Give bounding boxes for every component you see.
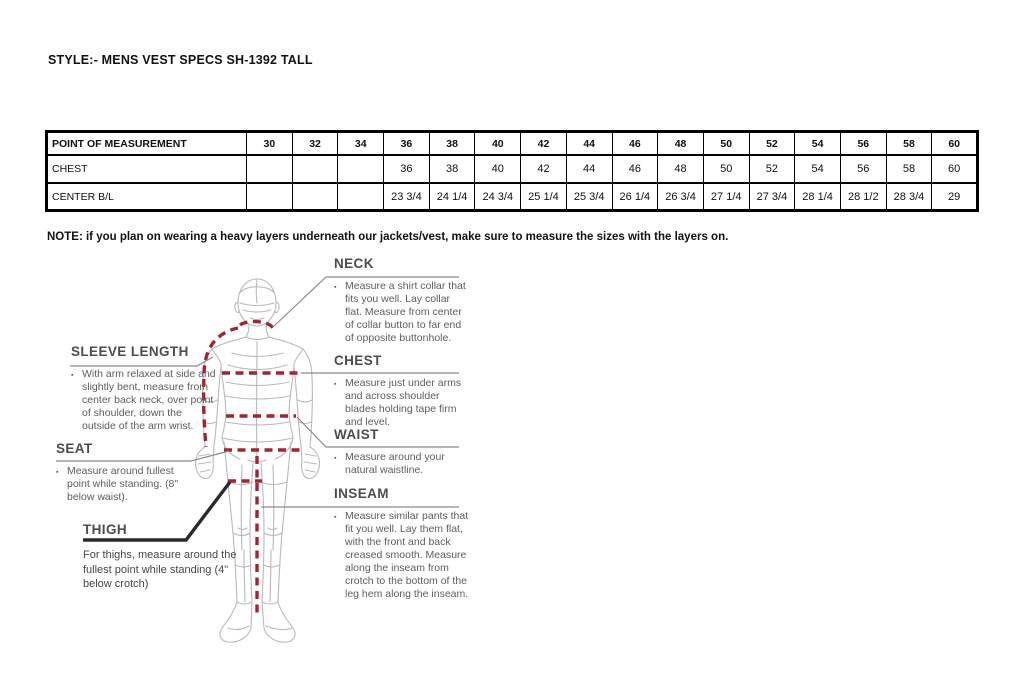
cell-center-bl: 26 1/4 (612, 183, 658, 211)
label-thigh-text: For thighs, measure around the fullest point while standing (4" below crotch) (83, 549, 237, 590)
label-seat-text: ▪ Measure around fullest point while standing. (8" below waist). (56, 465, 196, 504)
cell-chest (338, 155, 384, 183)
cell-center-bl: 27 3/4 (749, 183, 795, 211)
cell-center-bl: 29 (932, 183, 978, 211)
cell-chest: 44 (566, 155, 612, 183)
measurement-diagram (0, 250, 560, 684)
label-thigh-title: THIGH (83, 522, 127, 537)
cell-center-bl: 24 1/4 (429, 183, 475, 211)
cell-chest: 54 (795, 155, 841, 183)
label-chest (334, 353, 468, 429)
label-inseam-text: ▪ Measure similar pants that fit you well. Lay them flat, with the front and back creased smooth. Measure along the inseam from crotch to the bottom of the leg hem along the inseam. (334, 510, 472, 601)
cell-chest: 56 (840, 155, 886, 183)
cell-chest: 58 (886, 155, 932, 183)
label-neck-text: ▪ Measure a shirt collar that fits you well. Lay collar flat. Measure from center of collar button to far end of opposite buttonhole. (334, 280, 468, 345)
label-seat (56, 441, 196, 504)
label-neck-title: NECK (334, 256, 374, 271)
header-size: 38 (429, 132, 475, 156)
cell-chest (247, 155, 293, 183)
label-chest-title: CHEST (334, 353, 382, 368)
cell-center-bl: 23 3/4 (384, 183, 430, 211)
cell-chest: 42 (521, 155, 567, 183)
cell-center-bl: 28 1/2 (840, 183, 886, 211)
header-size: 48 (658, 132, 704, 156)
cell-center-bl: 27 1/4 (703, 183, 749, 211)
header-point-of-measurement: POINT OF MEASUREMENT (47, 132, 247, 156)
label-chest-text: ▪ Measure just under arms and across shoulder blades holding tape firm and level. (334, 377, 468, 429)
page-title: STYLE:- MENS VEST SPECS SH-1392 TALL (48, 53, 313, 67)
label-sleeve-length-title: SLEEVE LENGTH (71, 344, 189, 359)
label-thigh (83, 522, 243, 592)
cell-center-bl: 26 3/4 (658, 183, 704, 211)
label-waist-text: ▪ Measure around your natural waistline. (334, 451, 468, 477)
cell-center-bl: 24 3/4 (475, 183, 521, 211)
header-size: 42 (521, 132, 567, 156)
label-waist (334, 427, 468, 477)
header-size: 44 (566, 132, 612, 156)
cell-center-bl: 28 1/4 (795, 183, 841, 211)
cell-center-bl (338, 183, 384, 211)
size-table (45, 130, 979, 212)
cell-chest: 50 (703, 155, 749, 183)
cell-chest: 60 (932, 155, 978, 183)
cell-center-bl (247, 183, 293, 211)
cell-center-bl: 28 3/4 (886, 183, 932, 211)
label-inseam-title: INSEAM (334, 486, 389, 501)
header-size: 34 (338, 132, 384, 156)
cell-chest (292, 155, 338, 183)
header-size: 50 (703, 132, 749, 156)
header-size: 56 (840, 132, 886, 156)
label-waist-title: WAIST (334, 427, 379, 442)
cell-center-bl: 25 3/4 (566, 183, 612, 211)
label-neck (334, 256, 468, 345)
neck-measure-line (240, 322, 273, 328)
cell-chest: 52 (749, 155, 795, 183)
cell-chest: 38 (429, 155, 475, 183)
header-size: 60 (932, 132, 978, 156)
row-label-chest: CHEST (47, 155, 247, 183)
label-inseam (334, 486, 472, 601)
header-size: 40 (475, 132, 521, 156)
table-row-chest (47, 155, 978, 183)
row-label-center-bl: CENTER B/L (47, 183, 247, 211)
label-seat-title: SEAT (56, 441, 93, 456)
cell-center-bl (292, 183, 338, 211)
cell-center-bl: 25 1/4 (521, 183, 567, 211)
cell-chest: 48 (658, 155, 704, 183)
header-size: 30 (247, 132, 293, 156)
header-size: 36 (384, 132, 430, 156)
table-header-row (47, 132, 978, 156)
cell-chest: 40 (475, 155, 521, 183)
label-sleeve-length-text: ▪ With arm relaxed at side and slightly bent, measure from center back neck, over point of shoulder, down the outside of the arm wrist. (71, 368, 217, 433)
header-size: 54 (795, 132, 841, 156)
header-size: 58 (886, 132, 932, 156)
cell-chest: 46 (612, 155, 658, 183)
header-size: 32 (292, 132, 338, 156)
note-text: NOTE: if you plan on wearing a heavy layers underneath our jackets/vest, make sure to measure the sizes with the layers on. (47, 231, 729, 243)
cell-chest: 36 (384, 155, 430, 183)
label-sleeve-length (71, 344, 217, 433)
header-size: 46 (612, 132, 658, 156)
header-size: 52 (749, 132, 795, 156)
table-row-center-bl (47, 183, 978, 211)
